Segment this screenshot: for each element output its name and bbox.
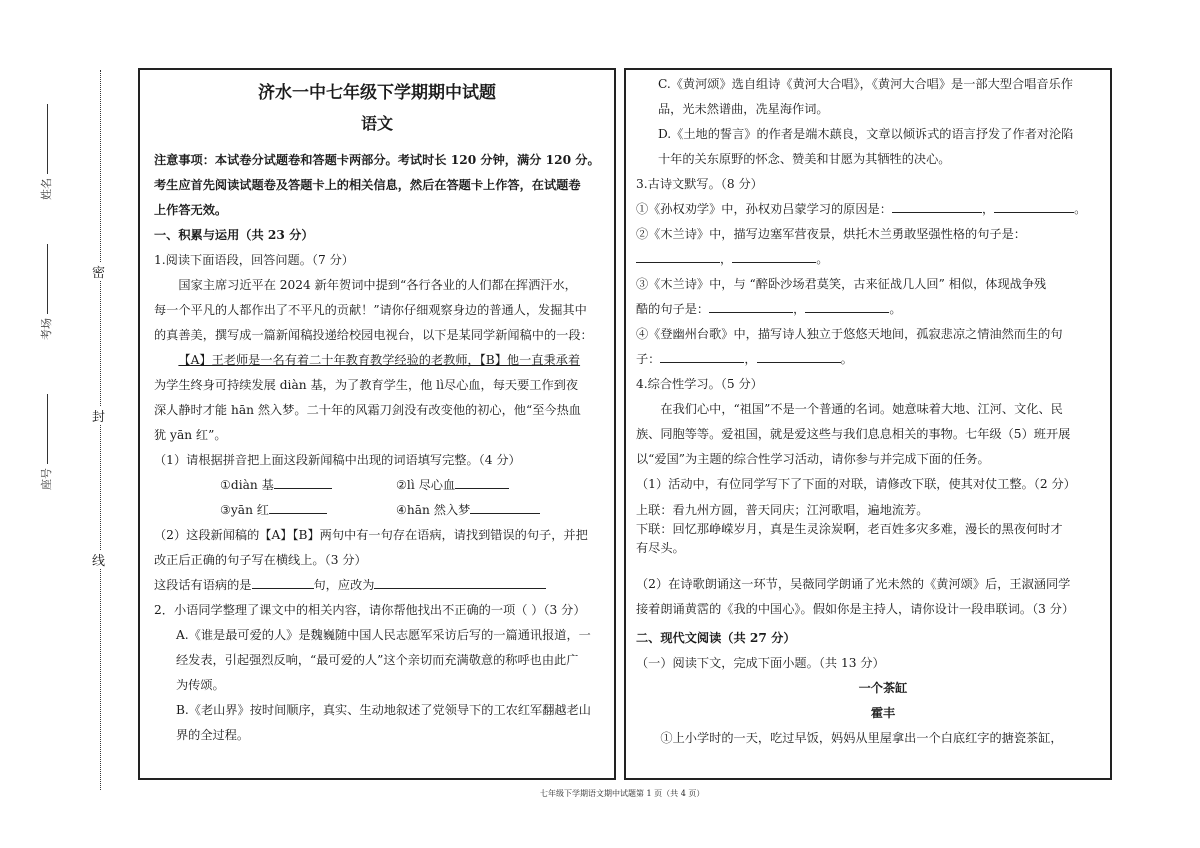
question-1-1: （1）请根据拼音把上面这段新闻稿中出现的词语填写完整。（4 分） <box>154 453 521 467</box>
option-b-line-2: 界的全过程。 <box>175 728 250 742</box>
question-3-1-text: ①《孙权劝学》中，孙权劝吕蒙学习的原因是： <box>636 202 892 216</box>
question-3: 3.古诗文默写。（8 分） <box>636 177 763 191</box>
fill-item-3-label: ③yān 红 <box>220 503 269 517</box>
name-label: 姓名 <box>40 178 53 200</box>
seat-field <box>38 394 54 490</box>
exam-room-field <box>38 244 54 340</box>
article-paragraph-1: ①上小学时的一天，吃过早饭，妈妈从里屋拿出一个白底红字的搪瓷茶缸， <box>660 731 1063 745</box>
seal-line <box>100 70 101 790</box>
q3-3-blank-b[interactable] <box>805 298 889 313</box>
fill-blank-2[interactable] <box>455 474 509 489</box>
passage-line-2: 每一个平凡的人都作出了不平凡的贡献！”请你仔细观察身边的普通人，发掘其中 <box>154 303 587 317</box>
question-4-2-line-2: 接着朗诵黄霑的《我的中国心》。假如你是主持人，请你设计一段串联词。（3 分） <box>636 602 1075 616</box>
fill-item-1 <box>220 473 370 498</box>
left-column <box>138 68 616 780</box>
question-1-2-line-2: 改正后正确的句子写在横线上。（3 分） <box>154 553 367 567</box>
fill-item-3 <box>220 498 370 523</box>
fill-blank-4[interactable] <box>470 499 540 514</box>
passage-line-7: 犹 yān 红”。 <box>154 428 227 442</box>
subsection-1-heading: （一）阅读下文，完成下面小题。（共 13 分） <box>636 656 885 670</box>
name-field <box>38 104 54 200</box>
exam-room-blank <box>47 244 48 314</box>
question-1: 1.阅读下面语段，回答问题。（7 分） <box>154 253 354 267</box>
exam-title: 济水一中七年级下学期期中试题 <box>258 83 496 103</box>
fill-item-1-label: ①diàn 基 <box>220 478 274 492</box>
q3-4-blank-a[interactable] <box>660 348 744 363</box>
section-2-heading: 二、现代文阅读（共 27 分） <box>636 631 796 645</box>
fill-blank-1[interactable] <box>274 474 332 489</box>
seat-label: 座号 <box>40 468 53 490</box>
q3-2-blank-b[interactable] <box>732 248 816 263</box>
couplet-lower-line-1: 下联：回忆那峥嵘岁月，真是生灵涂炭啊，老百姓多灾多难，漫长的黑夜何时才 <box>636 522 1063 536</box>
option-c-line-2: 品，光未然谱曲，冼星海作词。 <box>657 102 829 116</box>
question-3-2-answer: ， 。 <box>636 247 1100 272</box>
question-2: 2．小语同学整理了课文中的相关内容，请你帮他找出不正确的一项（ ）（3 分） <box>154 603 586 617</box>
exam-room-label: 考场 <box>40 318 53 340</box>
article-title: 一个茶缸 <box>858 681 908 695</box>
question-3-1: ①《孙权劝学》中，孙权劝吕蒙学习的原因是： ， 。 <box>636 197 1100 222</box>
fill-item-4-label: ④hān 然入梦 <box>396 503 471 517</box>
notice-line-1: 注意事项：本试卷分试题卷和答题卡两部分。考试时长 120 分钟，满分 120 分。 <box>154 153 600 167</box>
question-3-3-prefix: 酷的句子是： <box>636 302 710 316</box>
answer-mid: 句，应改为 <box>313 578 375 592</box>
q3-2-blank-a[interactable] <box>636 248 720 263</box>
seal-char-feng: 封 <box>92 406 105 425</box>
fill-item-2-label: ②lì 尽心血 <box>396 478 456 492</box>
answer-blank-correction[interactable] <box>374 574 546 589</box>
notice-line-3: 上作答无效。 <box>154 203 228 217</box>
question-3-3: ③《木兰诗》中，与 “醉卧沙场君莫笑，古来征战几人回” 相似，体现战争残 <box>636 277 1047 291</box>
question-4-para-1: 在我们心中，“祖国”不是一个普通的名词。她意味着大地、江河、文化、民 <box>660 402 1063 416</box>
answer-prefix: 这段话有语病的是 <box>154 578 252 592</box>
section-1-heading: 一、积累与运用（共 23 分） <box>154 228 314 242</box>
option-d-line-2: 十年的关东原野的怀念、赞美和甘愿为其牺牲的决心。 <box>657 152 951 166</box>
question-4: 4.综合性学习。（5 分） <box>636 377 763 391</box>
option-a-line-1: A.《谁是最可爱的人》是魏巍随中国人民志愿军采访后写的一篇通讯报道，一 <box>175 628 591 642</box>
question-3-4-answer: 子： ， 。 <box>636 347 1100 372</box>
question-1-2-line-1: （2）这段新闻稿的【A】【B】两句中有一句存在语病，请找到错误的句子，并把 <box>154 528 588 542</box>
question-3-3-answer: 酷的句子是： ， 。 <box>636 297 1100 322</box>
fill-item-4 <box>396 498 546 523</box>
seat-blank <box>47 394 48 464</box>
fill-item-2 <box>396 473 546 498</box>
article-author: 霍丰 <box>870 706 896 720</box>
couplet-lower-line-2: 有尽头。 <box>636 541 685 555</box>
answer-blank-sentence[interactable] <box>252 574 314 589</box>
passage-line-5: 为学生终身可持续发展 diàn 基，为了教育学生，他 lì尽心血，每天要工作到夜 <box>154 378 579 392</box>
question-4-para-2: 族、同胞等等。爱祖国，就是爱这些与我们息息相关的事物。七年级（5）班开展 <box>636 427 1071 441</box>
question-4-1: （1）活动中，有位同学写下了下面的对联，请修改下联，使其对仗工整。（2 分） <box>636 477 1076 491</box>
passage-line-6: 深人静时才能 hān 然入梦。二十年的风霜刀剑没有改变他的初心，他“至今热血 <box>154 403 581 417</box>
pinyin-fill-grid <box>220 473 600 523</box>
fill-blank-3[interactable] <box>269 499 327 514</box>
option-c-line-1: C.《黄河颂》选自组诗《黄河大合唱》，《黄河大合唱》是一部大型合唱音乐作 <box>657 77 1073 91</box>
seal-char-xian: 线 <box>92 550 105 569</box>
passage-line-3: 的真善美，撰写成一篇新闻稿投递给校园电视台，以下是某同学新闻稿中的一段： <box>154 328 593 342</box>
q3-1-blank-b[interactable] <box>994 198 1074 213</box>
question-3-2: ②《木兰诗》中，描写边塞军营夜景，烘托木兰勇敢坚强性格的句子是： <box>636 227 1026 241</box>
couplet-upper: 上联：看九州方圆，普天同庆；江河歌唱，遍地流芳。 <box>636 503 929 517</box>
page-footer: 七年级下学期语文期中试题第 1 页（共 4 页） <box>540 789 705 798</box>
option-a-line-3: 为传颂。 <box>175 678 225 692</box>
q3-4-blank-b[interactable] <box>757 348 841 363</box>
binding-margin <box>0 0 120 848</box>
q3-3-blank-a[interactable] <box>709 298 793 313</box>
seal-char-mi: 密 <box>92 262 105 281</box>
question-3-4: ④《登幽州台歌》中，描写诗人独立于悠悠天地间，孤寂悲凉之情油然而生的句 <box>636 327 1063 341</box>
name-blank <box>47 104 48 174</box>
right-column <box>624 68 1112 780</box>
passage-line-1: 国家主席习近平在 2024 新年贺词中提到“各行各业的人们都在挥洒汗水， <box>178 278 577 292</box>
question-1-2-answer <box>154 573 600 598</box>
option-b-line-1: B.《老山界》按时间顺序，真实、生动地叙述了党领导下的工农红军翻越老山 <box>175 703 591 717</box>
question-4-2-line-1: （2）在诗歌朗诵这一环节，吴薇同学朗诵了光未然的《黄河颂》后，王淑涵同学 <box>636 577 1071 591</box>
notice-line-2: 考生应首先阅读试题卷及答题卡上的相关信息，然后在答题卡上作答，在试题卷 <box>154 178 581 192</box>
question-3-4-prefix: 子： <box>636 352 661 366</box>
option-d-line-1: D.《土地的誓言》的作者是端木蕻良，文章以倾诉式的语言抒发了作者对沦陷 <box>657 127 1074 141</box>
passage-line-4: 【A】王老师是一名有着二十年教育教学经验的老教师，【B】他一直秉承着 <box>178 353 581 367</box>
subject-title: 语文 <box>360 114 393 133</box>
option-a-line-2: 经发表，引起强烈反响，“最可爱的人”这个亲切而充满敬意的称呼也由此广 <box>175 653 579 667</box>
question-4-para-3: 以“爱国”为主题的综合性学习活动，请你参与并完成下面的任务。 <box>636 452 990 466</box>
q3-1-blank-a[interactable] <box>892 198 982 213</box>
